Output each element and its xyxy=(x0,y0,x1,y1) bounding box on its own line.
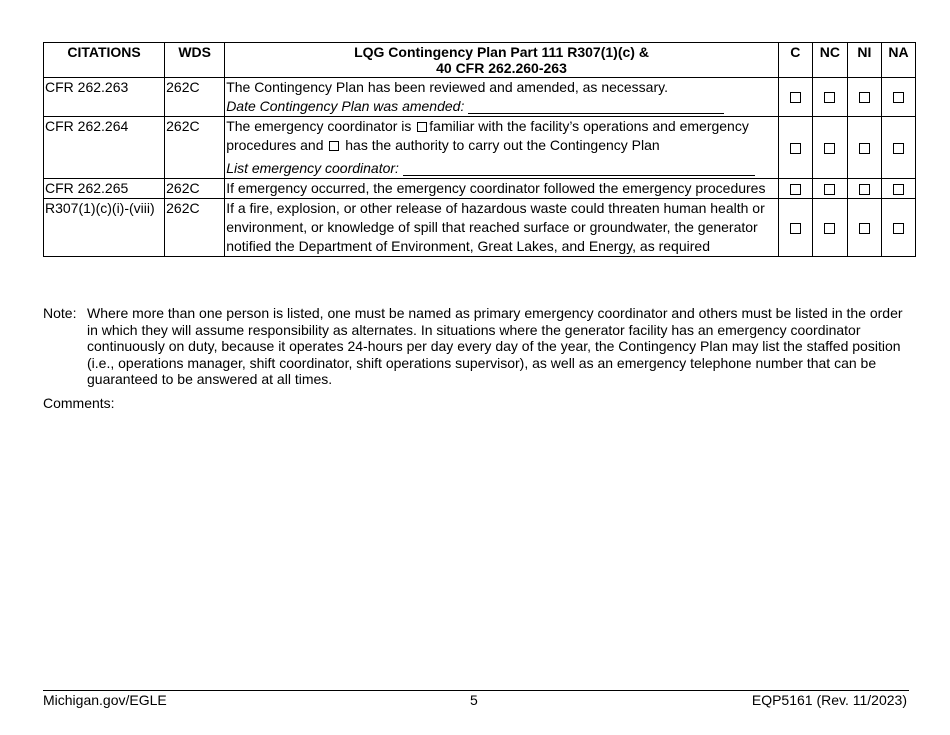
checkbox-ni[interactable] xyxy=(859,143,870,154)
citation-cell: CFR 262.263 xyxy=(44,78,165,117)
citation-cell: CFR 262.264 xyxy=(44,117,165,179)
familiar-checkbox[interactable] xyxy=(417,122,427,132)
header-citations: CITATIONS xyxy=(44,43,165,78)
wds-cell: 262C xyxy=(165,117,225,179)
authority-checkbox[interactable] xyxy=(329,141,339,151)
requirement-cell xyxy=(225,117,779,179)
header-ni: NI xyxy=(847,43,881,78)
contingency-plan-table xyxy=(43,42,916,257)
cell-nc xyxy=(812,199,847,257)
checkbox-c[interactable] xyxy=(790,223,801,234)
cell-c xyxy=(778,199,812,257)
cell-na xyxy=(881,199,915,257)
requirement-cell: If a fire, explosion, or other release of hazardous waste could threaten human health or environment, or knowledge of spill that reached surface or groundwater, the generator notified the Department of Environment, Great Lakes, and Energy, as required xyxy=(225,199,779,257)
header-title-line2: 40 CFR 262.260-263 xyxy=(436,60,567,76)
checkbox-nc[interactable] xyxy=(824,92,835,103)
comments-label: Comments: xyxy=(43,395,115,411)
table-row xyxy=(44,179,916,199)
checkbox-na[interactable] xyxy=(893,184,904,195)
checkbox-ni[interactable] xyxy=(859,92,870,103)
requirement-text xyxy=(226,117,777,155)
wds-cell: 262C xyxy=(165,78,225,117)
amended-date-line[interactable] xyxy=(468,99,724,114)
coordinator-line[interactable] xyxy=(403,161,755,176)
note-text: Where more than one person is listed, one must be named as primary emergency coordinator and others must be listed in the order in which they will assume responsibility as alternates. In situations where the generator facility has an emergency coordinator continuously on duty, because it operates 24-hours per day every day of the year, the Contingency Plan may list the staffed position (i.e., operations manager, shift coordinator, shift operations supervisor), as well as an emergency telephone number that can be guaranteed to be answered at all times. xyxy=(87,305,903,388)
citation-cell: R307(1)(c)(i)-(viii) xyxy=(44,199,165,257)
cell-c xyxy=(778,78,812,117)
cell-na xyxy=(881,179,915,199)
footer-page-number: 5 xyxy=(470,692,478,708)
cell-ni xyxy=(847,199,881,257)
checkbox-ni[interactable] xyxy=(859,184,870,195)
checkbox-na[interactable] xyxy=(893,223,904,234)
cell-nc xyxy=(812,78,847,117)
note-label: Note: xyxy=(43,305,77,321)
checkbox-nc[interactable] xyxy=(824,184,835,195)
header-wds: WDS xyxy=(165,43,225,78)
cell-ni xyxy=(847,179,881,199)
cell-ni xyxy=(847,78,881,117)
requirement-cell: If emergency occurred, the emergency coordinator followed the emergency procedures xyxy=(225,179,779,199)
requirement-text-a: The emergency coordinator is xyxy=(226,118,412,134)
cell-na xyxy=(881,78,915,117)
header-nc: NC xyxy=(812,43,847,78)
cell-ni xyxy=(847,117,881,179)
table-row xyxy=(44,199,916,257)
cell-nc xyxy=(812,117,847,179)
checkbox-na[interactable] xyxy=(893,143,904,154)
header-na: NA xyxy=(881,43,915,78)
amended-date-label: Date Contingency Plan was amended: xyxy=(226,98,465,114)
cell-c xyxy=(778,179,812,199)
header-title xyxy=(225,43,779,78)
coordinator-field xyxy=(226,159,777,178)
cell-na xyxy=(881,117,915,179)
requirement-text-b: familiar with the facility’s operations and emergency procedures and xyxy=(226,118,749,153)
cell-nc xyxy=(812,179,847,199)
header-title-line1: LQG Contingency Plan Part 111 R307(1)(c) & xyxy=(354,44,649,60)
checkbox-c[interactable] xyxy=(790,92,801,103)
citation-cell: CFR 262.265 xyxy=(44,179,165,199)
cell-c xyxy=(778,117,812,179)
wds-cell: 262C xyxy=(165,179,225,199)
requirement-text: The Contingency Plan has been reviewed and amended, as necessary. xyxy=(226,79,668,95)
requirement-text-c: has the authority to carry out the Contingency Plan xyxy=(345,137,660,153)
footer-divider xyxy=(43,690,909,691)
requirement-cell xyxy=(225,78,779,117)
header-row xyxy=(44,43,916,78)
footer-website: Michigan.gov/EGLE xyxy=(43,692,167,708)
checkbox-nc[interactable] xyxy=(824,223,835,234)
coordinator-label: List emergency coordinator: xyxy=(226,160,399,176)
checkbox-c[interactable] xyxy=(790,143,801,154)
header-c: C xyxy=(778,43,812,78)
table-row xyxy=(44,78,916,117)
checkbox-na[interactable] xyxy=(893,92,904,103)
note xyxy=(43,305,913,388)
checkbox-c[interactable] xyxy=(790,184,801,195)
note-body xyxy=(43,305,913,388)
table-row xyxy=(44,117,916,179)
checkbox-ni[interactable] xyxy=(859,223,870,234)
footer-form-id: EQP5161 (Rev. 11/2023) xyxy=(751,692,907,708)
amended-date-field xyxy=(226,97,777,116)
checkbox-nc[interactable] xyxy=(824,143,835,154)
wds-cell: 262C xyxy=(165,199,225,257)
